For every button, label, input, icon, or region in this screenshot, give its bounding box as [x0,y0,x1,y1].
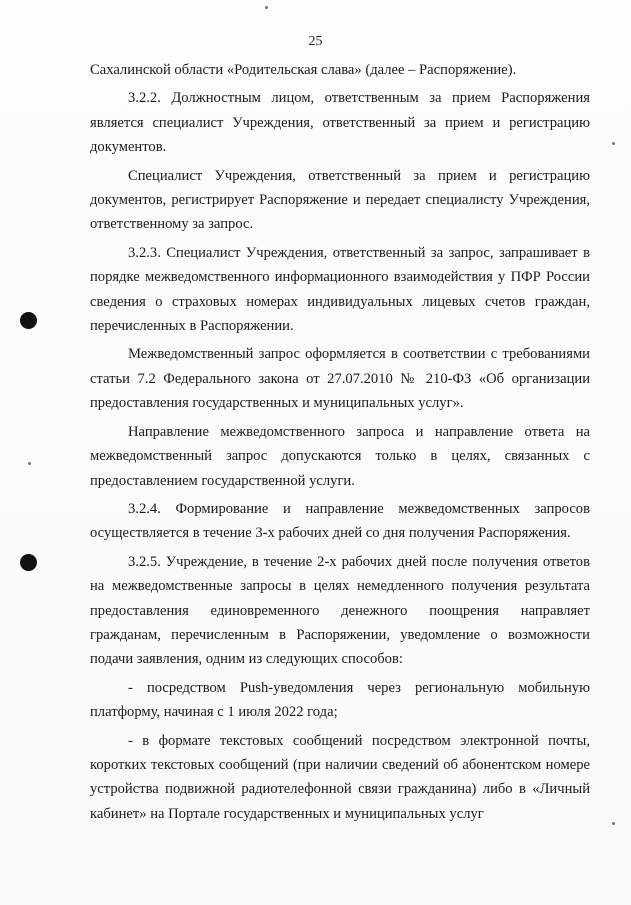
scan-speck [28,462,31,465]
paragraph-3-2-4: 3.2.4. Формирование и направление межведомственных запросов осуществляется в течение 3-х рабочих дней со дня получения Распоряжения. [90,500,590,542]
paragraph-interagency-request: Межведомственный запрос оформляется в соответствии с требованиями статьи 7.2 Федерального закона от 27.07.2010 № 210-ФЗ «Об организации предоставления государственных и муниципальных услуг». [90,346,590,412]
scan-speck [612,822,615,825]
paragraph-request-purpose: Направление межведомственного запроса и направление ответа на межведомственный запрос допускаются только в целях, связанных с предоставлением государственной услуги. [90,423,590,489]
list-item-text-messages: - в формате текстовых сообщений посредством электронной почты, коротких текстовых сообщений (при наличии сведений об абонентском номере устройства подвижной радиотелефонной связи гражданина) либо в «Личный кабинет» на Портале государственных и муниципальных услуг [90,732,590,822]
document-body [90,58,590,826]
binder-hole [20,312,37,329]
page-number: 25 [308,34,323,49]
list-item-push-notification: - посредством Push-уведомления через региональную мобильную платформу, начиная с 1 июля 2022 года; [90,679,590,721]
scan-speck [265,6,268,9]
binder-hole [20,554,37,571]
paragraph-3-2-3: 3.2.3. Специалист Учреждения, ответственный за запрос, запрашивает в порядке межведомственного информационного взаимодействия у ПФР России сведения о страховых номерах индивидуальных лицевых счетов граждан, перечисленных в Распоряжении. [90,244,590,335]
paragraph-3-2-5: 3.2.5. Учреждение, в течение 2-х рабочих дней после получения ответов на межведомственные запросы в целях немедленного получения результата предоставления единовременного денежного поощрения направляет гражданам, перечисленным в Распоряжении, уведомление о возможности подачи заявления, одним из следующих способов: [90,553,590,668]
paragraph-3-2-2: 3.2.2. Должностным лицом, ответственным за прием Распоряжения является специалист Учреждения, ответственный за прием и регистрацию документов. [90,90,590,156]
paragraph-specialist-registration: Специалист Учреждения, ответственный за прием и регистрацию документов, регистрирует Распоряжение и передает специалисту Учреждения, ответственному за запрос. [90,167,590,233]
paragraph-continuation: Сахалинской области «Родительская слава» (далее – Распоряжение). [90,62,517,78]
scan-speck [612,142,615,145]
